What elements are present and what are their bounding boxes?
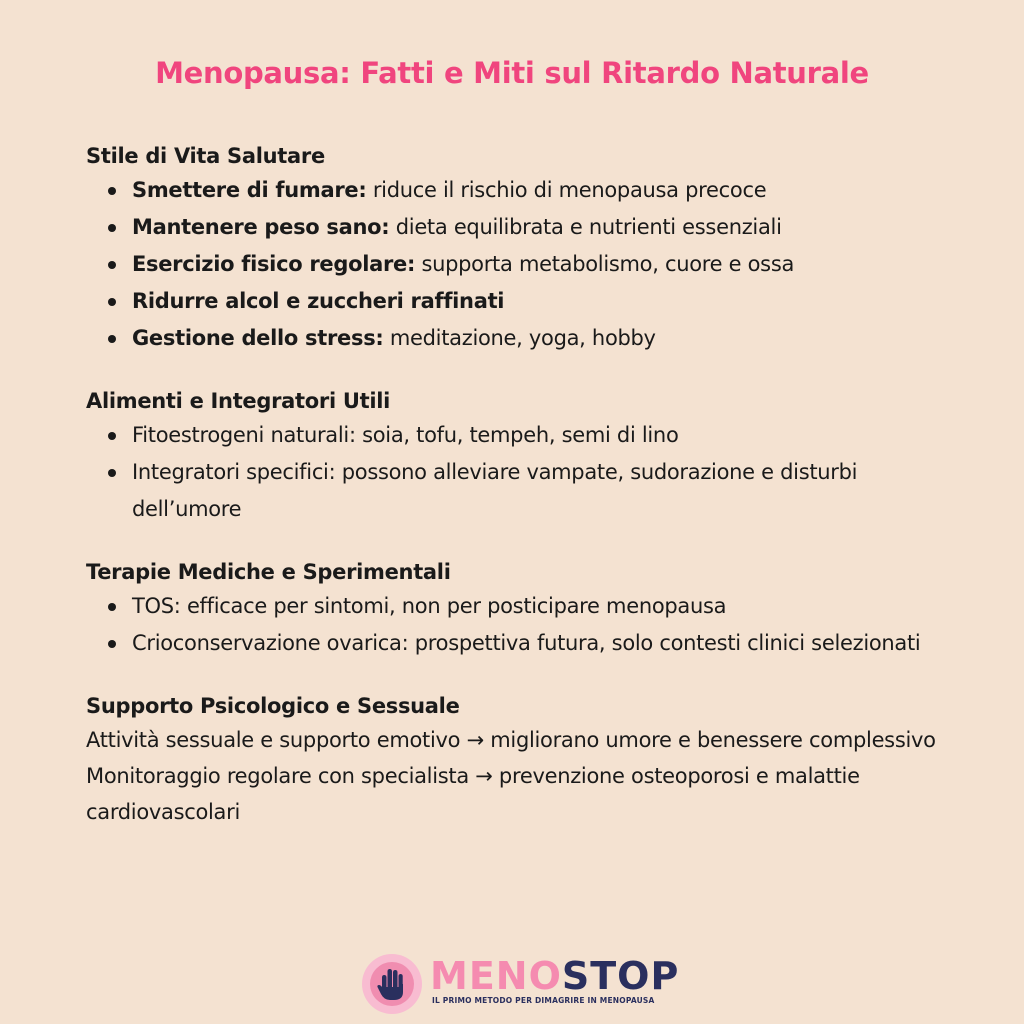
list-item [132, 246, 956, 283]
list-item [132, 209, 956, 246]
content [86, 140, 956, 858]
logo-word-meno: MENO [430, 954, 562, 998]
page-title: Menopausa: Fatti e Miti sul Ritardo Naturale [155, 56, 869, 90]
menostop-logo [362, 952, 682, 1016]
list-item [132, 172, 956, 209]
section-foods-supplements [86, 385, 956, 528]
logo-tagline: IL PRIMO METODO PER DIMAGRIRE IN MENOPAUSA [432, 996, 655, 1005]
item-bold: Gestione dello stress: [132, 326, 384, 350]
section-heading: Terapie Mediche e Sperimentali [86, 560, 451, 584]
paragraph: Attività sessuale e supporto emotivo → migliorano umore e benessere complessivo [86, 728, 936, 752]
item-text: supporta metabolismo, cuore e ossa [415, 252, 795, 276]
hand-stop-icon [377, 966, 407, 1002]
item-text: Integratori specifici: possono alleviare vampate, sudorazione e disturbi dell’umore [132, 460, 858, 521]
list-item [132, 283, 956, 320]
item-text: Fitoestrogeni naturali: soia, tofu, tempeh, semi di lino [132, 423, 679, 447]
paragraph: Monitoraggio regolare con specialista → prevenzione osteoporosi e malattie cardiovascolari [86, 764, 860, 824]
logo-wordmark [430, 952, 679, 1000]
item-bold: Mantenere peso sano: [132, 215, 390, 239]
logo-badge [362, 954, 422, 1014]
item-text: TOS: efficace per sintomi, non per posticipare menopausa [132, 594, 727, 618]
item-text: riduce il rischio di menopausa precoce [366, 178, 767, 202]
item-bold: Esercizio fisico regolare: [132, 252, 416, 276]
list-item [132, 320, 956, 357]
bullet-list [86, 172, 956, 357]
item-bold: Ridurre alcol e zuccheri raffinati [132, 289, 505, 313]
list-item [132, 625, 956, 662]
list-item [132, 454, 956, 528]
list-item [132, 417, 956, 454]
item-text: Crioconservazione ovarica: prospettiva futura, solo contesti clinici selezionati [132, 631, 921, 655]
logo-word-stop: STOP [561, 954, 680, 998]
section-lifestyle [86, 140, 956, 357]
section-psychological-support [86, 690, 956, 830]
section-heading: Stile di Vita Salutare [86, 144, 325, 168]
item-bold: Smettere di fumare: [132, 178, 367, 202]
bullet-list [86, 417, 956, 528]
section-heading: Alimenti e Integratori Utili [86, 389, 391, 413]
section-heading: Supporto Psicologico e Sessuale [86, 694, 460, 718]
item-text: dieta equilibrata e nutrienti essenziali [389, 215, 782, 239]
list-item [132, 588, 956, 625]
bullet-list [86, 588, 956, 662]
item-text: meditazione, yoga, hobby [383, 326, 656, 350]
section-medical-therapies [86, 556, 956, 662]
